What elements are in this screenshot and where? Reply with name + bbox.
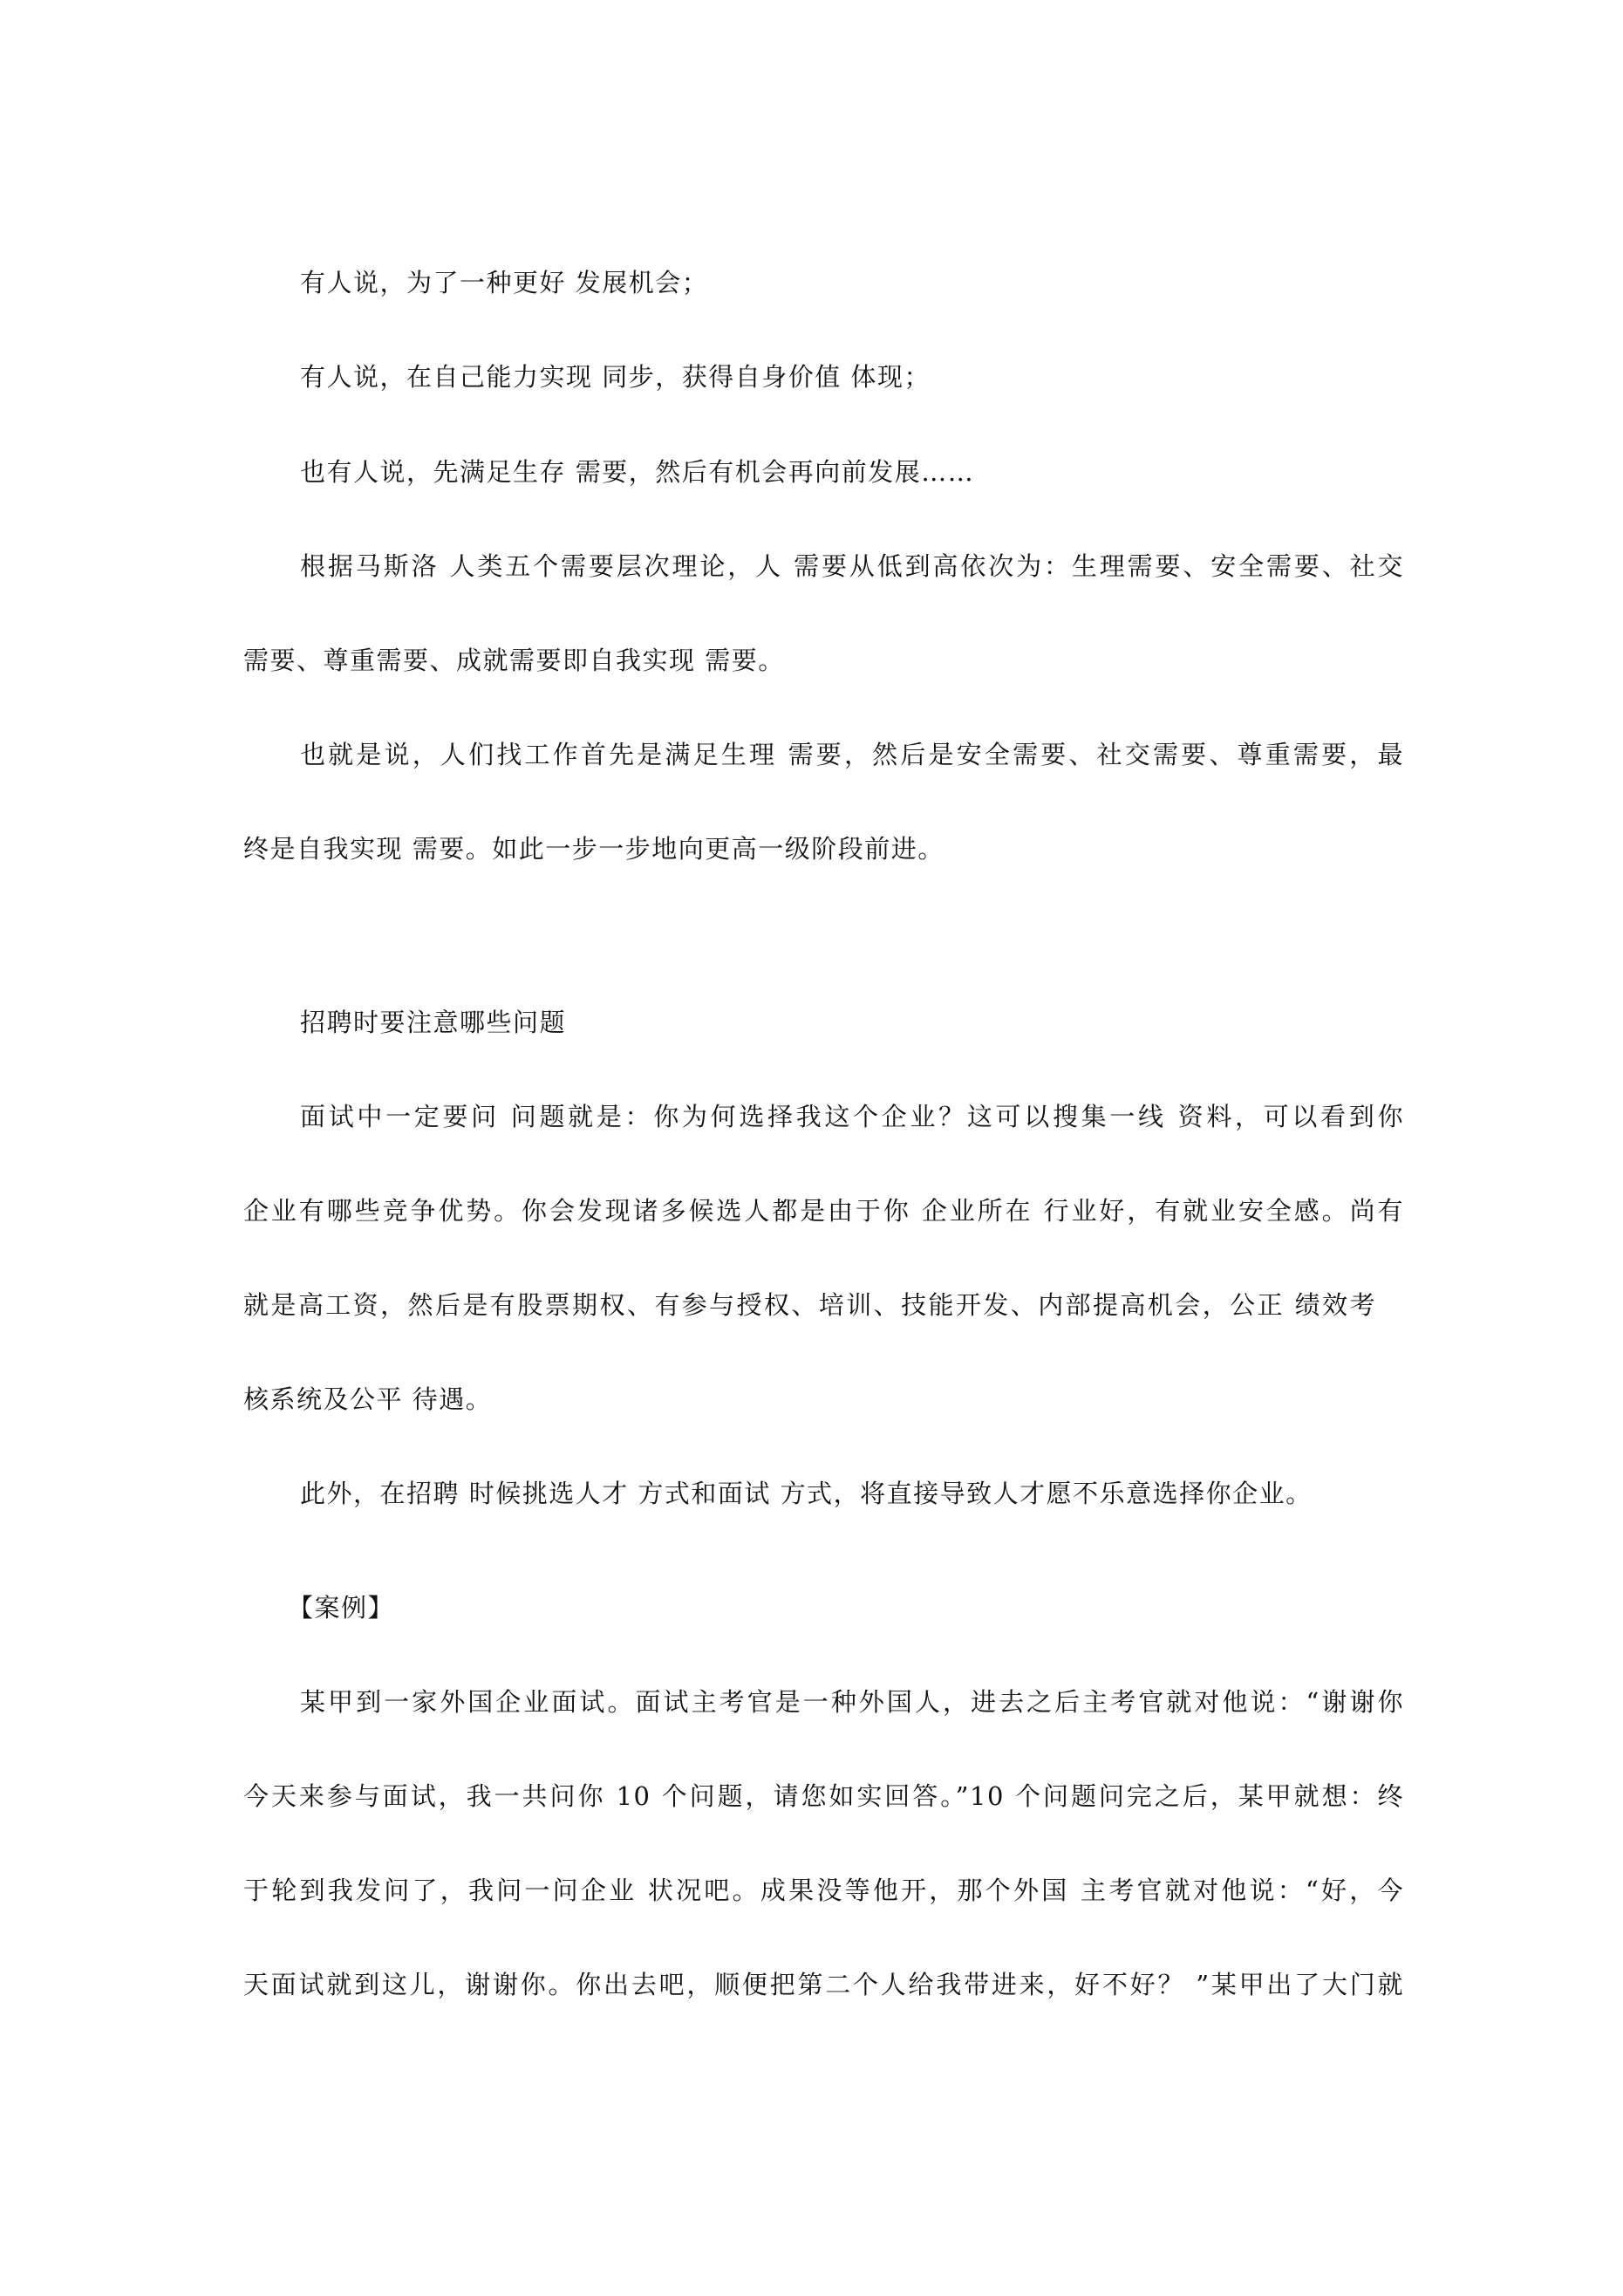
section-heading: 招聘时要注意哪些问题 (300, 1008, 567, 1037)
paragraph-line: 根据马斯洛 人类五个需要层次理论，人 需要从低到高依次为：生理需要、安全需要、社交 (300, 551, 1404, 581)
paragraph-line: 此外，在招聘 时候挑选人才 方式和面试 方式，将直接导致人才愿不乐意选择你企业。 (300, 1479, 1313, 1508)
paragraph-line: 有人说，在自己能力实现 同步，获得自身价值 体现； (300, 362, 931, 392)
paragraph-line: 天面试就到这儿，谢谢你。你出去吧，顺便把第二个人给我带进来，好不好？ ”某甲出了大门就 (243, 1970, 1404, 1999)
paragraph-line: 也就是说，人们找工作首先是满足生理 需要，然后是安全需要、社交需要、尊重需要，最 (300, 740, 1404, 769)
paragraph-line: 也有人说，先满足生存 需要，然后有机会再向前发展…… (300, 457, 975, 487)
paragraph-line: 企业有哪些竞争优势。你会发现诸多候选人都是由于你 企业所在 行业好，有就业安全感。尚有 (243, 1196, 1404, 1226)
paragraph-line: 有人说，为了一种更好 发展机会； (300, 268, 709, 297)
paragraph-line: 面试中一定要问 问题就是：你为何选择我这个企业？这可以搜集一线 资料，可以看到你 (300, 1102, 1404, 1131)
paragraph-line: 就是高工资，然后是有股票期权、有参与授权、培训、技能开发、内部提高机会，公正 绩效考 (243, 1290, 1376, 1320)
paragraph-line: 需要、尊重需要、成就需要即自我实现 需要。 (243, 646, 785, 675)
paragraph-line: 核系统及公平 待遇。 (243, 1384, 493, 1414)
paragraph-line: 某甲到一家外国企业面试。面试主考官是一种外国人，进去之后主考官就对他说：“谢谢你 (300, 1687, 1404, 1717)
case-heading: 【案例】 (288, 1593, 395, 1623)
paragraph-line: 于轮到我发问了，我问一问企业 状况吧。成果没等他开，那个外国 主考官就对他说：“好，今 (243, 1876, 1404, 1905)
paragraph-line: 今天来参与面试，我一共问你 10 个问题，请您如实回答。”10 个问题问完之后，某甲就想：终 (243, 1781, 1404, 1811)
paragraph-line: 终是自我实现 需要。如此一步一步地向更高一级阶段前进。 (243, 834, 944, 864)
